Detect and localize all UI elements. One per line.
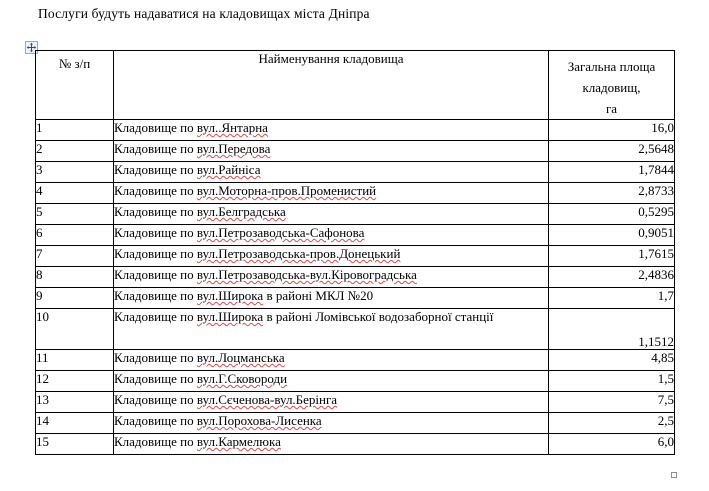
cell-row-number: 10 [36, 309, 114, 350]
table-row [36, 288, 675, 309]
cemetery-street-name: вул.Сєченова-вул.Берінга [196, 392, 338, 407]
table-row [36, 267, 675, 288]
cell-area-value: 1,1512 [549, 309, 675, 350]
column-header-area-text [549, 51, 674, 119]
cell-area-value: 1,5 [549, 371, 675, 392]
cell-row-number: 13 [36, 392, 114, 413]
table-row [36, 413, 675, 434]
cemetery-name-prefix: Кладовище по [114, 183, 197, 198]
cemetery-street-name: вул.Петрозаводська-вул.Кіровоградська [196, 267, 417, 282]
cell-area-value: 1,7 [549, 288, 675, 309]
cell-area-value: 2,8733 [549, 183, 675, 204]
column-header-area-line1: Загальна площа [567, 59, 656, 74]
cell-area-value: 1,7615 [549, 246, 675, 267]
cell-cemetery-name [114, 288, 549, 309]
cemetery-name-prefix: Кладовище по [114, 267, 197, 282]
cell-cemetery-name [114, 141, 549, 162]
cell-area-value: 16,0 [549, 120, 675, 141]
cemetery-street-name: вул.Порохова-Лисенка [196, 413, 322, 428]
cell-area-value: 2,4836 [549, 267, 675, 288]
cell-row-number: 1 [36, 120, 114, 141]
column-header-number-text: № з/п [58, 56, 91, 71]
table-row [36, 434, 675, 455]
cell-area-value: 7,5 [549, 392, 675, 413]
cell-cemetery-name [114, 267, 549, 288]
table-row [36, 183, 675, 204]
cell-cemetery-name [114, 225, 549, 246]
cell-area-value: 0,5295 [549, 204, 675, 225]
cemetery-name-prefix: Кладовище по [114, 309, 197, 324]
cemetery-street-name: вул.Петрозаводська-Сафонова [196, 225, 365, 240]
cemetery-street-name: вул.Передова [196, 141, 271, 156]
cemetery-name-prefix: Кладовище по [114, 288, 197, 303]
cell-cemetery-name [114, 392, 549, 413]
cell-row-number: 8 [36, 267, 114, 288]
table-body [36, 120, 675, 455]
page-title: Послуги будуть надаватися на кладовищах міста Дніпра [38, 6, 370, 21]
cell-row-number: 9 [36, 288, 114, 309]
column-header-name [114, 51, 549, 120]
cell-row-number: 14 [36, 413, 114, 434]
cell-area-value: 6,0 [549, 434, 675, 455]
cemetery-name-prefix: Кладовище по [114, 225, 197, 240]
column-header-area-line2: кладовищ, [582, 80, 641, 95]
table-row [36, 246, 675, 267]
cemetery-name-prefix: Кладовище по [114, 413, 197, 428]
cemetery-street-name: вул..Янтарна [196, 120, 268, 135]
cell-row-number: 6 [36, 225, 114, 246]
cell-area-value: 0,9051 [549, 225, 675, 246]
cell-cemetery-name [114, 162, 549, 183]
cell-area-value: 4,85 [549, 350, 675, 371]
column-header-area [549, 51, 675, 120]
table-row [36, 371, 675, 392]
table-resize-handle[interactable] [671, 472, 677, 478]
cemetery-name-prefix: Кладовище по [114, 350, 197, 365]
cell-row-number: 15 [36, 434, 114, 455]
table-row [36, 141, 675, 162]
column-header-number [36, 51, 114, 120]
cemetery-street-name: вул.Широка [196, 288, 264, 303]
cell-area-value: 2,5 [549, 413, 675, 434]
cemetery-street-name: вул.Лоцманська [196, 350, 285, 365]
cemetery-name-prefix: Кладовище по [114, 434, 197, 449]
table-header [36, 51, 675, 120]
cell-row-number: 12 [36, 371, 114, 392]
header-row [36, 51, 675, 120]
cemetery-street-name: вул.Кармелюка [196, 434, 281, 449]
cemetery-street-name: вул.Белградська [196, 204, 286, 219]
table-row [36, 162, 675, 183]
table-row [36, 392, 675, 413]
table-row [36, 309, 675, 350]
cemetery-name-prefix: Кладовище по [114, 392, 197, 407]
column-header-area-line3: га [605, 101, 618, 116]
cemetery-table [35, 50, 675, 455]
cemetery-street-name: вул.Моторна-пров.Променистий [196, 183, 377, 198]
table-row [36, 120, 675, 141]
cell-area-value: 1,7844 [549, 162, 675, 183]
table-row [36, 225, 675, 246]
cell-cemetery-name [114, 309, 549, 350]
cell-row-number: 11 [36, 350, 114, 371]
cemetery-street-name: вул.Г.Сковороди [196, 371, 288, 386]
cell-area-value: 2,5648 [549, 141, 675, 162]
cell-cemetery-name [114, 434, 549, 455]
cell-cemetery-name [114, 183, 549, 204]
column-header-name-text: Найменування кладовища [258, 51, 404, 66]
cell-row-number: 7 [36, 246, 114, 267]
cell-cemetery-name [114, 413, 549, 434]
cell-row-number: 5 [36, 204, 114, 225]
cemetery-street-name: вул.Райніса [196, 162, 261, 177]
cemetery-name-prefix: Кладовище по [114, 204, 197, 219]
cemetery-name-prefix: Кладовище по [114, 246, 197, 261]
cell-cemetery-name [114, 350, 549, 371]
cell-cemetery-name [114, 246, 549, 267]
cemetery-name-prefix: Кладовище по [114, 162, 197, 177]
cell-cemetery-name [114, 204, 549, 225]
cemetery-table-container [35, 50, 675, 455]
cemetery-name-prefix: Кладовище по [114, 120, 197, 135]
table-row [36, 204, 675, 225]
table-row [36, 350, 675, 371]
cemetery-name-suffix: в районі МКЛ №20 [263, 288, 374, 303]
cemetery-name-prefix: Кладовище по [114, 141, 197, 156]
cemetery-name-suffix: в районі Ломівської водозаборної станції [263, 309, 494, 324]
cell-row-number: 3 [36, 162, 114, 183]
cell-row-number: 4 [36, 183, 114, 204]
cemetery-name-prefix: Кладовище по [114, 371, 197, 386]
cemetery-street-name: вул.Широка [196, 309, 264, 324]
cemetery-street-name: вул.Петрозаводська-пров.Донецький [196, 246, 401, 261]
cell-cemetery-name [114, 371, 549, 392]
cell-row-number: 2 [36, 141, 114, 162]
cell-cemetery-name [114, 120, 549, 141]
